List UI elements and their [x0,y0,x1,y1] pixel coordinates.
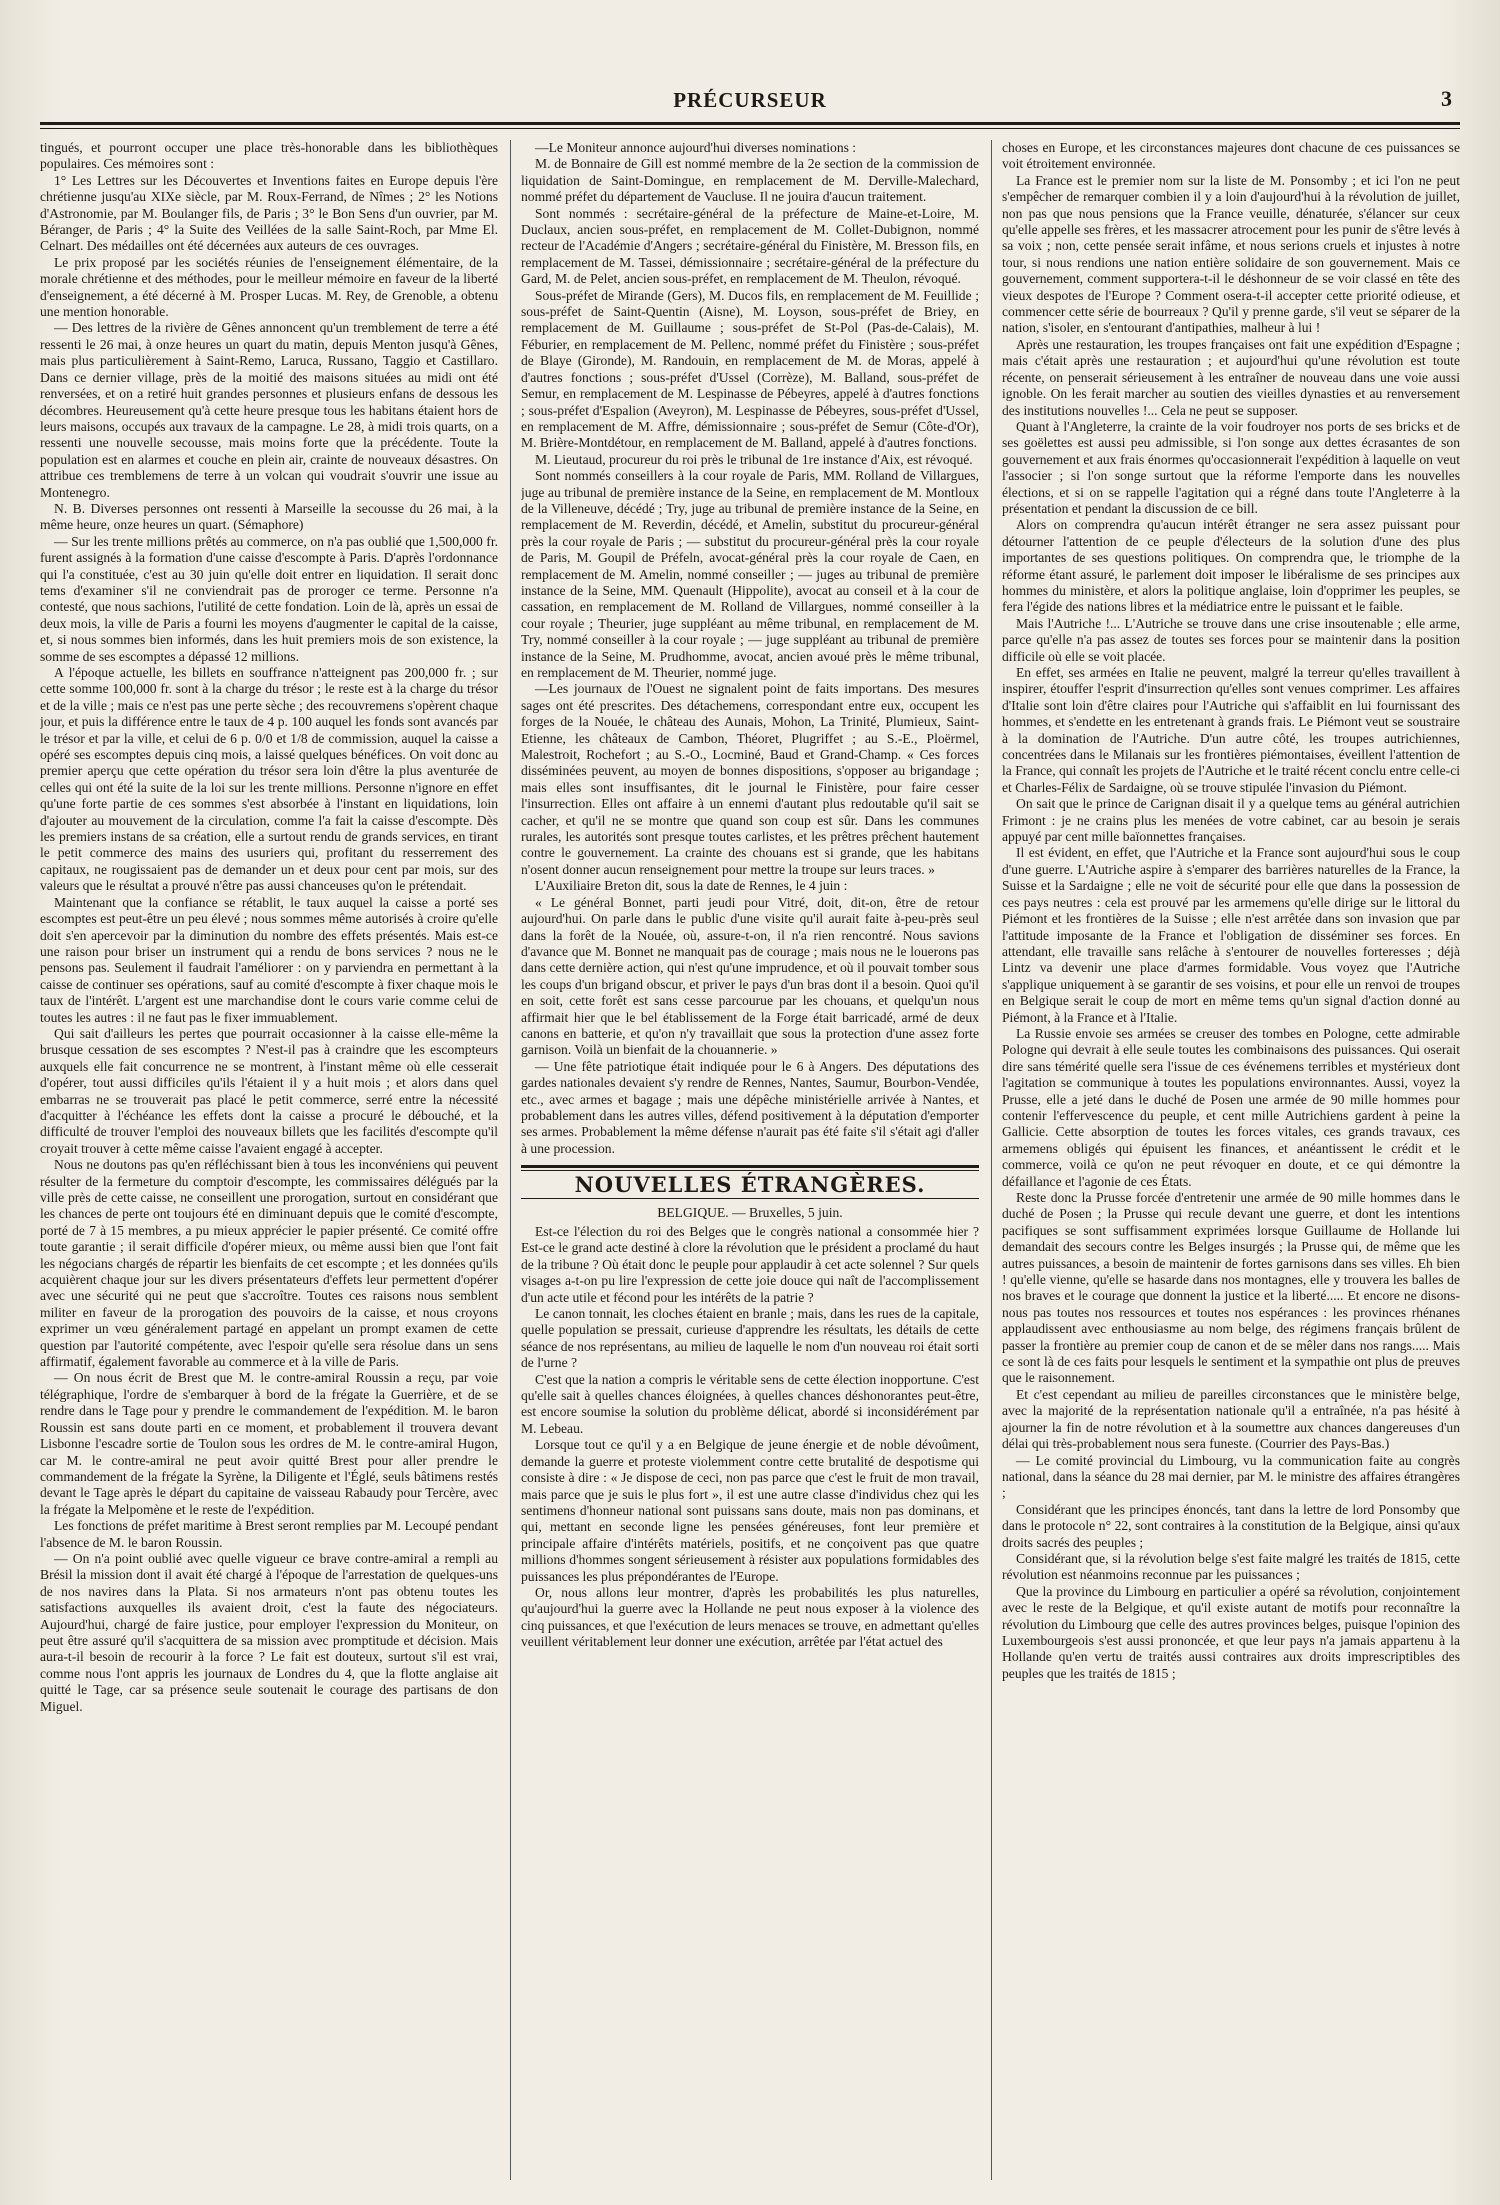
paragraph: — Une fête patriotique était indiquée pour le 6 à Angers. Des députations des gardes nationales devaient s'y rendre de Rennes, Nantes, Saumur, Bourbon-Vendée, etc., avec armes et bagage ; mais une dépêche ministérielle arrivée à Nantes, et probablement dans les autres villes, défend positivement à la députation d'emporter ses armes. Probablement la même défense n'aurait pas été faite s'il s'était agi d'aller à une procession. [521,1058,979,1156]
paragraph: A l'époque actuelle, les billets en souffrance n'atteignent pas 200,000 fr. ; sur cette somme 100,000 fr. sont à la charge du trésor ; le reste est à la charge du trésor et de la ville ; mais ce n'est pas une perte sèche ; des recouvremens s'opèrent chaque jour, et puis la différence entre le taux de 4 p. 100 auquel les fonds sont avancés par le trésor et par la ville, et celui de 6 p. 0/0 et 1/8 de commission, auquel la caisse a opéré ses escomptes depuis cinq mois, a laissé quelques bénéfices. On voit donc au premier aperçu que cette opération du trésor sera loin d'être la plus aventurée de celles qui ont été la suite de la loi sur les trente millions. Personne n'ignore en effet qu'une forte partie de ces sommes s'est absorbée à l'instant en liquidations, loin d'ajouter au mouvement de la circulation, comme l'a fait la caisse d'escompte. Dès les premiers instans de sa création, elle a surtout rendu de grands services, en tirant le petit commerce des mains des usuriers qui, profitant du resserrement des capitaux, ne rougissaient pas de demander un et deux pour cent par mois, sur des valeurs que le résultat a prouvé n'être pas aussi chanceuses qu'on le prétendait. [40,665,498,894]
column-1 [40,140,498,2180]
paragraph: « Le général Bonnet, parti jeudi pour Vitré, doit, dit-on, être de retour aujourd'hui. On parle dans le public d'une visite qu'il aurait faite à-peu-près seul dans la forêt de la Nouée, où, assure-t-on, il n'a rien rencontré. Nous savions d'avance que M. Bonnet ne manquait pas de courage ; mais nous ne le louerons pas dans cette dernière action, qui n'est qu'une imprudence, et où il pouvait tomber sous les coups d'un brigand obscur, et priver le pays d'un bras dont il a besoin. Quoi qu'il en soit, cette forêt est sans cesse parcourue par les chouans, et quelqu'un nous affirmait hier que le bel établissement de la Forge était barricadé, armé de deux canons en batterie, et qu'on n'y travaillait que sous la protection d'une assez forte garnison. Voilà un bienfait de la chouannerie. » [521,894,979,1058]
section-title: NOUVELLES ÉTRANGÈRES. [574,1172,926,1198]
paragraph: Le canon tonnait, les cloches étaient en branle ; mais, dans les rues de la capitale, quelle population se pressait, curieuse d'apprendre les résultats, les détails de cette séance de nos représentans, au milieu de laquelle le nom d'un nouveau roi était sorti de l'urne ? [521,1306,979,1371]
foreign-news-section-header [521,1165,979,1198]
paragraph: Considérant que les principes énoncés, tant dans la lettre de lord Ponsomby que dans le protocole n° 22, sont contraires à la constitution de la Belgique, ainsi qu'aux droits sacrés des peuples ; [1002,1501,1460,1550]
column-divider [510,140,511,2180]
paragraph: La France est le premier nom sur la liste de M. Ponsomby ; et ici l'on ne peut s'empêcher de remarquer combien il y a loin d'aujourd'hui à la révolution de juillet, non pas que nous pensions que la France veuille, dénaturée, s'élancer sur ceux qu'elle appelle ses frères, et les massacrer atrocement pour les punir de s'être levés à sa voix ; non, cette pensée serait infâme, et nous serions cruels et injustes à notre tour, si nous rendions une nation entière solidaire de son gouvernement. Mais ce gouvernement, comment supportera-t-il le déshonneur de se voir classé en tête des vieux despotes de l'Europe ? Comment osera-t-il accepter cette priorité odieuse, et commencer cette série de bourreaux ? Qu'il y prenne garde, s'il veut se séparer de la nation, s'isoler, en s'entourant d'antipathies, malheur à lui ! [1002,172,1460,336]
paragraph: C'est que la nation a compris le véritable sens de cette élection inopportune. C'est qu'elle sait à quelles chances éloignées, à quelles chances déshonorantes peut-être, est encore soumise la solution du problème délicat, abordé si inconsidérément par M. Lebeau. [521,1371,979,1436]
paragraph: Est-ce l'élection du roi des Belges que le congrès national a consommée hier ? Est-ce le grand acte destiné à clore la révolution que le président a proclamé du haut de la tribune ? Où était donc le peuple pour applaudir à cet acte solennel ? Sur quels visages a-t-on pu lire l'expression de cette joie douce qui naît de l'accomplissement d'un acte utile et fécond pour les intérêts de la patrie ? [521,1224,979,1305]
paragraph: Mais l'Autriche !... L'Autriche se trouve dans une crise insoutenable ; elle arme, parce qu'elle n'a pas assez de toutes ses forces pour se maintenir dans la position difficile où elle se voit placée. [1002,615,1460,664]
paragraph: Il est évident, en effet, que l'Autriche et la France sont aujourd'hui sous le coup d'une guerre. L'Autriche aspire à s'emparer des barrières naturelles de la France, la Suisse et la Sardaigne ; elle ne voit de sécurité pour elle que dans la possession de ces pays neutres : cela est prouvé par les armemens qu'elle dirige sur le littoral du Piémont et les frontières de la Suisse ; elle n'est arrêtée dans son invasion que par l'attitude imposante de la France et l'obligation de disséminer ses forces. En attendant, elle travaille sans relâche à s'entourer de nouvelles forteresses ; déjà Lintz va devenir une place d'armes formidable. Vous voyez que l'Autriche s'applique uniquement à se garantir de ses voisins, et pour elle un renvoi de troupes en Belgique serait le coup de mort en même tems qu'un signal d'action donné au Piémont, à la France et à l'Italie. [1002,845,1460,1025]
paragraph: Sont nommés : secrétaire-général de la préfecture de Maine-et-Loire, M. Duclaux, ancien sous-préfet, en remplacement de M. Collet-Dubignon, nommé recteur de l'Académie d'Angers ; secrétaire-général du Finistère, M. Bresson fils, en remplacement de M. Tassei, démissionnaire ; secrétaire-général de la préfecture du Gard, M. de Pelet, ancien sous-préfet, en remplacement de M. Theulon, révoqué. [521,205,979,287]
paragraph: Les fonctions de préfet maritime à Brest seront remplies par M. Lecoupé pendant l'absence de M. le baron Roussin. [40,1518,498,1550]
paragraph: La Russie envoie ses armées se creuser des tombes en Pologne, cette admirable Pologne qui devrait à elle seule toutes les combinaisons des puissances. Qui oserait dire sans témérité quelle sera l'issue de ces événemens terribles et mystérieux dont l'agitation se communique à toutes les populations environnantes. Aussi, voyez la Prusse, elle a jeté dans le duché de Posen une armée de 90 mille hommes pour contenir l'effervescence du peuple, et cent mille Autrichiens gardent à peine la Gallicie. Cette absorption de toutes les forces vitales, ces grands travaux, ces armemens obligés qui épuisent les finances, et anéantissent le crédit et le commerce, voilà ce qu'on ne peut révoquer en doute, et ce qui démontre la défaillance et l'agonie de ces États. [1002,1025,1460,1189]
paragraph: M. Lieutaud, procureur du roi près le tribunal de 1re instance d'Aix, est révoqué. [535,451,973,467]
paragraph: Maintenant que la confiance se rétablit, le taux auquel la caisse a porté ses escomptes est peut-être un peu élevé ; nous sommes même autorisés à croire qu'elle doit s'en apercevoir par la diminution du nombre des effets présentés. Mais est-ce une raison pour briser un instrument qui a rendu de bons services ? nous ne le pensons pas. Seulement il faudrait l'améliorer : on y parviendra en permettant à la caisse de continuer ses opérations, sauf au comité d'escompte à fixer chaque mois le taux de l'intérêt. L'argent est une marchandise dont le cours varie comme celui de toutes les autres : il ne faut pas le fixer immuablement. [40,894,498,1025]
paragraph: N. B. Diverses personnes ont ressenti à Marseille la secousse du 26 mai, à la même heure, onze heures un quart. (Sémaphore) [40,500,498,533]
paragraph: Reste donc la Prusse forcée d'entretenir une armée de 90 mille hommes dans le duché de Posen ; la Prusse qui recule devant une guerre, et dont les intentions pacifiques se sont suffisamment exprimées lorsque Guillaume de Hollande lui demandait des secours contre les Belges insurgés ; la Prusse qui, de même que les autres puissances, a besoin de maintenir de fortes garnisons dans ses villes. Eh bien ! qu'elle vienne, qu'elle se hasarde dans nos montagnes, elle y trouvera les balles de nos braves et le courage que donnent la justice et la liberté..... Et encore ne disons-nous pas toutes nos ressources et toutes nos espérances : les provinces rhénanes applaudissent avec enthousiasme au nom belge, des régimens français brûlent de passer la frontière au premier coup de canon et de se mêler dans nos rangs..... Mais ce sont là de ces faits pour lesquels le sentiment et la sympathie ont plus de preuves que le raisonnement. [1002,1190,1460,1386]
section-rule [521,1198,979,1199]
paragraph: On sait que le prince de Carignan disait il y a quelque tems au général autrichien Frimont : je ne crains plus les menées de votre cabinet, car au besoin je serais appuyé par cent mille baïonnettes françaises. [1002,796,1460,845]
paragraph: Quant à l'Angleterre, la crainte de la voir foudroyer nos ports de ses bricks et de ses goëlettes est aussi peu admissible, si l'on songe aux dettes écrasantes de son gouvernement et aux frais énormes qu'occasionnerait l'expédition à laquelle on veut l'associer ; si l'on songe surtout que la réforme l'emporte dans les nouvelles élections, et si on se rappelle l'agitation qui a régné dans toute l'Angleterre à la présentation et pendant la discussion de ce bill. [1002,418,1460,516]
paragraph: Que la province du Limbourg en particulier a opéré sa révolution, conjointement avec le reste de la Belgique, et qu'il existe autant de motifs pour reconnaître la révolution du Limbourg que celle des autres provinces belges, puisque l'opinion des Luxembourgeois s'est aussi prononcée, et que leur pays n'a jamais appartenu à la Hollande qu'en vertu de traités aussi contraires aux droits imprescriptibles des peuples que les traités de 1815 ; [1002,1583,1460,1681]
paragraph: —Le Moniteur annonce aujourd'hui diverses nominations : [535,140,857,155]
article-columns [40,140,1460,2190]
paragraph: Or, nous allons leur montrer, d'après les probabilités les plus naturelles, qu'aujourd'hui la guerre avec la Hollande ne peut nous exposer à la violence des cinq puissances, et que l'exécution de leurs menaces se trouve, en admettant qu'elles veuillent véritablement leur donner une exécution, arrêtée par l'état actuel des [521,1584,979,1650]
paragraph: Sont nommés conseillers à la cour royale de Paris, MM. Rolland de Villargues, juge au tribunal de première instance de la Seine, en remplacement de M. Montloux de la Villeneuve, décédé ; Try, juge au tribunal de première instance de la Seine, en remplacement de M. Reverdin, décédé, et Amelin, substitut du procureur-général près la cour royale de Paris ; — substitut du procureur-général près la cour royale de Paris, M. Goupil de Préfeln, avocat-général près la cour royale de Caen, en remplacement de M. Amelin, nommé conseiller ; — juges au tribunal de première instance de la Seine, MM. Quenault (Hippolite), avocat au conseil et à la cour de cassation, en remplacement de M. Rolland de Villargues, nommé conseiller à la cour royale ; Theurier, juge suppléant au même tribunal, en remplacement de M. Try, nommé conseiller à la cour royale ; — juge suppléant au tribunal de première instance de la Seine, M. Prudhomme, avocat, ancien avoué près le même tribunal, en remplacement de M. Theurier, nommé juge. [521,468,979,680]
paragraph: — On n'a point oublié avec quelle vigueur ce brave contre-amiral a rempli au Brésil la mission dont il avait été chargé à l'époque de l'arrestation de quelques-uns de nos navires dans la Plata. Si nos armateurs n'ont pas obtenu toutes les satisfactions auxquelles ils avaient droit, c'est la faute des négociateurs. Aujourd'hui, chargé de faire justice, pour employer l'expression du Moniteur, on peut être assuré qu'il s'acquittera de sa mission avec promptitude et décision. Mais aura-t-il besoin de recourir à la force ? Le fait est douteux, surtout s'il est vrai, comme nous l'ont appris les journaux de Londres du 4, que la flotte anglaise ait quitté le Tage, car sa présence seule soutenait le courage des partisans de don Miguel. [40,1550,498,1714]
paragraph: Qui sait d'ailleurs les pertes que pourrait occasionner à la caisse elle-même la brusque cessation de ses escomptes ? N'est-il pas à craindre que les escompteurs auxquels elle fait concurrence ne se montrent, à l'instant même où elle cesserait d'opérer, tout aussi difficiles qu'ils l'étaient il y a huit mois ; et alors dans quel embarras ne se trouverait pas placé le petit commerce, serré entre la nécessité d'acquitter à l'échéance les effets dont la caisse a procuré le débouché, et la difficulté de trouver l'emploi des nouveaux billets que les facilités d'escompte qu'il croyait trouver à cette même caisse l'avaient engagé à accepter. [40,1025,498,1156]
paragraph: tingués, et pourront occuper une place très-honorable dans les bibliothèques populaires. Ces mémoires sont : [40,140,498,172]
paragraph: — Sur les trente millions prêtés au commerce, on n'a pas oublié que 1,500,000 fr. furent assignés à la formation d'une caisse d'escompte à Paris. D'après l'ordonnance qui l'a constituée, c'est au 30 juin qu'elle doit entrer en liquidation. Il serait donc tems d'examiner s'il ne conviendrait pas de proroger ce terme. Personne n'a contesté, que nous sachions, l'utilité de cette fondation. Loin de là, après un essai de deux mois, la ville de Paris a fourni les moyens d'augmenter le capital de la caisse, et, si nous sommes bien informés, dans les huit premiers mois de son existence, la somme de ses escomptes a dépassé 12 millions. [40,533,498,664]
paragraph: Sous-préfet de Mirande (Gers), M. Ducos fils, en remplacement de M. Feuillide ; sous-préfet de Saint-Quentin (Aisne), M. Loyson, sous-préfet de Briey, en remplacement de M. Guillaume ; sous-préfet de St-Pol (Pas-de-Calais), M. Féburier, en remplacement de M. Pellenc, nommé préfet du Finistère ; sous-préfet de Blaye (Gironde), M. Randouin, en remplacement de M. de Moras, appelé à d'autres fonctions ; sous-préfet d'Ussel (Corrèze), M. Balland, sous-préfet de Semur, en remplacement de M. Lespinasse de Pébeyres, appelé à d'autres fonctions ; sous-préfet d'Espalion (Aveyron), M. Lespinasse de Pébeyres, sous-préfet d'Ussel, en remplacement de M. Affre, démissionnaire ; sous-préfet de Semur (Côte-d'Or), M. Brière-Montdétour, en remplacement de M. Balland, appelé à d'autres fonctions. [521,287,979,451]
paragraph: Alors on comprendra qu'aucun intérêt étranger ne sera assez puissant pour détourner l'attention de ce peuple d'électeurs de la solution d'une des plus importantes de ses questions politiques. On comprendra que, le triomphe de la réforme étant assuré, le parlement doit imposer le libéralisme de ses principes aux hommes du ministère, et alors la politique anglaise, loin d'opprimer les peuples, se fera l'égide des nations libres et la médiatrice entre le puissant et le faible. [1002,517,1460,615]
paragraph: — On nous écrit de Brest que M. le contre-amiral Roussin a reçu, par voie télégraphique, l'ordre de s'embarquer à bord de la frégate la Guerrière, et de se rendre dans le Tage pour y prendre le commandement de l'expédition. M. le baron Roussin est sans doute parti en ce moment, et probablement il trouvera devant Lisbonne l'escadre sortie de Toulon sous les ordres de M. le contre-amiral Hugon, car M. le contre-amiral ne peut avoir quitté Brest pour aller prendre le commandement de la frégate la Syrène, la Diligente et l'Églé, seuls bâtimens restés devant le Tage après le départ du capitaine de vaisseau Rabaudy pour Tercère, avec la frégate la Melpomène et le reste de l'expédition. [40,1370,498,1517]
header-rule-thin [40,128,1460,129]
paragraph: — Des lettres de la rivière de Gênes annoncent qu'un tremblement de terre a été ressenti le 26 mai, à onze heures un quart du matin, depuis Menton jusqu'à Gênes, mais plus particulièrement à Saint-Remo, Laruca, Russano, Taggio et Castillaro. Dans ce dernier village, près de la moitié des maisons situées au midi ont été renversées, et on a retiré huit grandes personnes et plusieurs enfans de dessous les décombres. Heureusement qu'à cette heure presque tous les habitans étaient hors de leurs maisons, occupés aux travaux de la campagne. Le 28, à midi trois quarts, on a ressenti une nouvelle secousse, mais moins forte que la précédente. Toute la population est en alarmes et couche en plein air, crainte de nouveaux désastres. On attribue ces tremblemens de terre à un volcan qui voudrait s'ouvrir une issue au Montenegro. [40,320,498,500]
paragraph: 1° Les Lettres sur les Découvertes et Inventions faites en Europe depuis l'ère chrétienne jusqu'au XIXe siècle, par M. Roux-Ferrand, de Nîmes ; 2° les Notions d'Astronomie, par M. Boulanger fils, de Paris ; 3° le Bon Sens d'un ouvrier, par M. Béranger, de Paris ; 4° la Suite des Veillées de la salle Saint-Roch, par Mme El. Celnart. Des médailles ont été décernées aux auteurs de ces ouvrages. [40,172,498,254]
paragraph: Et c'est cependant au milieu de pareilles circonstances que le ministère belge, avec la majorité de la représentation nationale qu'il a entraînée, n'a pas hésité à ajourner la fin de notre révolution et à la soumettre aux chances dangereuses d'un délai qui très-probablement nous sera funeste. (Courrier des Pays-Bas.) [1002,1386,1460,1452]
paragraph: choses en Europe, et les circonstances majeures dont chacune de ces puissances se voit étroitement environnée. [1002,140,1460,172]
dateline: BELGIQUE. — Bruxelles, 5 juin. [657,1204,843,1220]
column-3 [1002,140,1460,2180]
paragraph: — Le comité provincial du Limbourg, vu la communication faite au congrès national, dans la séance du 28 mai dernier, par M. le ministre des affaires étrangères ; [1002,1452,1460,1501]
column-divider [991,140,992,2180]
paragraph: L'Auxiliaire Breton dit, sous la date de Rennes, le 4 juin : [535,878,848,894]
column-2 [521,140,979,2180]
section-rule [521,1165,979,1168]
paragraph: Après une restauration, les troupes françaises ont fait une expédition d'Espagne ; mais c'était après une restauration ; et aujourd'hui qu'une révolution est toute récente, on penserait sérieusement à les entraîner de nouveau dans une voie aussi ignoble. On les ferait marcher au soutien des vieilles dynasties et au renversement des institutions nouvelles !... Cela ne peut se supposer. [1002,336,1460,418]
paragraph: Nous ne doutons pas qu'en réfléchissant bien à tous les inconvéniens qui peuvent résulter de la fermeture du comptoir d'escompte, les commissaires délégués par la ville près de cette caisse, ne conseillent une prorogation, surtout en considérant que les chances de perte ont toujours été en diminuant depuis que le comité d'escompte, porté de 7 à 15 membres, a pu mieux apprécier le papier présenté. Ce comité offre toute garantie ; il serait difficile d'opérer mieux, ou même aussi bien que l'ont fait les négocians chargés de répartir les bienfaits de cet escompte ; et les données qu'ils acquièrent chaque jour sur les divers présentateurs d'effets leur permettent d'opérer avec une sécurité qui ne peut que s'accroître. Toutes ces raisons nous semblent militer en faveur de la prorogation des pouvoirs de la caisse, et nous croyons exprimer un vœu généralement partagé en appelant un prompt examen de cette question par l'autorité compétente, avec l'espoir qu'elle sera résolue dans un sens affirmatif, également favorable au commerce et à la ville de Paris. [40,1157,498,1370]
paragraph: —Les journaux de l'Ouest ne signalent point de faits importans. Des mesures sages ont été prescrites. Des détachemens, correspondant entre eux, occupent les forges de la Nouée, le château des Aunais, Mohon, La Trinité, Plumieux, Saint-Etienne, les châteaux de Cambon, Théoret, Plugriffet ; au S.-E., Ploërmel, Malestroit, Rochefort ; au S.-O., Locminé, Baud et Grand-Champ. « Ces forces disséminées peuvent, au moyen de bonnes dispositions, s'opposer au brigandage ; mais elles sont insuffisantes, dit le journal le Finistère, pour faire cesser l'insurrection. Elles ont affaire à un ennemi d'autant plus redoutable qu'il sait se cacher, et qu'il ne se montre que quand son coup est sûr. Dans les communes rurales, les autorités sont presque toutes carlistes, et les prêtres prêchent hautement contre le gouvernement. La crainte des chouans est si grande, que les habitans n'osent donner aucun renseignement pour mettre la troupe sur leurs traces. » [521,681,979,877]
header-rule-thick [40,122,1460,125]
paragraph: Le prix proposé par les sociétés réunies de l'enseignement élémentaire, de la morale chrétienne et des méthodes, pour le meilleur mémoire en faveur de la liberté d'enseignement, a été décerné à M. Prosper Lucas. M. Rey, de Grenoble, a obtenu une mention honorable. [40,254,498,320]
paragraph: M. de Bonnaire de Gill est nommé membre de la 2e section de la commission de liquidation de Saint-Domingue, en remplacement de M. Derville-Malechard, nommé préfet du département de Vaucluse. Il ne jouira d'aucun traitement. [521,156,979,205]
page-number: 3 [1441,86,1452,111]
paragraph: Considérant que, si la révolution belge s'est faite malgré les traités de 1815, cette révolution est néanmoins reconnue par les puissances ; [1002,1550,1460,1583]
paragraph: En effet, ses armées en Italie ne peuvent, malgré la terreur qu'elles travaillent à inspirer, étouffer l'esprit d'insurrection qu'elles sont venues comprimer. Les affaires d'Italie sont loin d'être claires pour l'Autriche qui s'affaiblit en lui fournissant des hommes, et s'endette en les entretenant à grands frais. Le Piémont veut se soustraire à la domination de l'Autriche. D'un autre côté, les troupes autrichiennes, concentrées dans le Milanais sur les frontières piémontaises, éveillent l'attention de la France, qui connaît les projets de l'Autriche et le traité récent conclu entre celle-ci et Charles-Félix de Sardaigne, où se trouve stipulée l'invasion du Piémont. [1002,665,1460,795]
newspaper-title: PRÉCURSEUR [673,88,827,112]
page-header [40,78,1460,126]
paragraph: Lorsque tout ce qu'il y a en Belgique de jeune énergie et de noble dévoûment, demande la guerre et proteste violemment contre cette brutalité de despotisme qui consiste à dire : « Je dispose de ceci, non pas parce que c'est le fruit de mon travail, mais parce que je suis le plus fort », il est une autre classe d'individus chez qui les sentimens d'honneur national sont puissans sans doute, mais non pas dominans, et qui, mettant en seconde ligne les pensées généreuses, font leur première et principale affaire d'intérêts matériels, positifs, et ne conçoivent pas que quatre millions d'hommes songent sérieusement à résister aux populations formidables des puissances les plus prépondérantes de l'Europe. [521,1437,979,1584]
